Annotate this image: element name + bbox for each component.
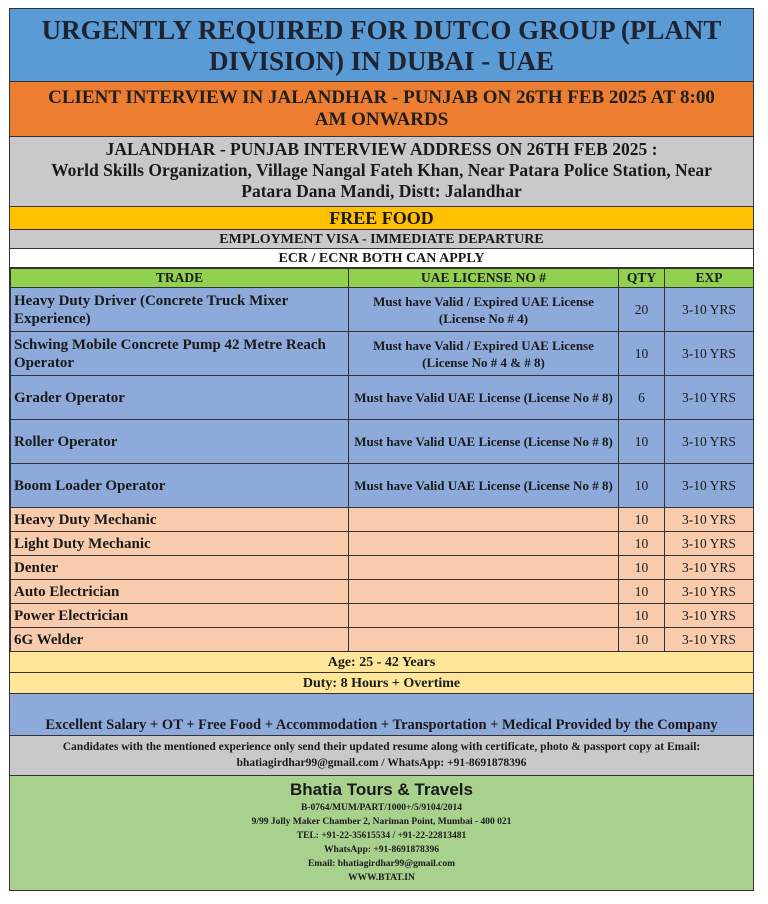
qty-cell: 10 bbox=[619, 508, 665, 532]
agency-block bbox=[10, 776, 753, 890]
table-header-row bbox=[11, 269, 754, 288]
exp-cell: 3-10 YRS bbox=[665, 532, 754, 556]
exp-cell: 3-10 YRS bbox=[665, 508, 754, 532]
trade-cell: Boom Loader Operator bbox=[11, 464, 349, 508]
license-cell bbox=[349, 580, 619, 604]
license-cell: Must have Valid / Expired UAE License (License No # 4) bbox=[349, 288, 619, 332]
trade-cell: Heavy Duty Mechanic bbox=[11, 508, 349, 532]
address-line-3: Patara Dana Mandi, Distt: Jalandhar bbox=[241, 181, 522, 201]
trade-cell: 6G Welder bbox=[11, 628, 349, 652]
license-cell: Must have Valid UAE License (License No # 8) bbox=[349, 464, 619, 508]
exp-cell: 3-10 YRS bbox=[665, 580, 754, 604]
agency-address: 9/99 Jolly Maker Chamber 2, Nariman Point, Mumbai - 400 021 bbox=[251, 817, 512, 827]
license-cell bbox=[349, 628, 619, 652]
duty-hours: Duty: 8 Hours + Overtime bbox=[10, 673, 753, 694]
title-line-2: DIVISION) IN DUBAI - UAE bbox=[208, 46, 555, 76]
visa-banner: EMPLOYMENT VISA - IMMEDIATE DEPARTURE bbox=[10, 230, 753, 249]
candidate-line-2: bhatiagirdhar99@gmail.com / WhatsApp: +91-8691878396 bbox=[236, 757, 527, 769]
table-row bbox=[11, 420, 754, 464]
trade-cell: Grader Operator bbox=[11, 376, 349, 420]
agency-website: WWW.BTAT.IN bbox=[348, 873, 415, 883]
qty-cell: 10 bbox=[619, 464, 665, 508]
qty-cell: 10 bbox=[619, 532, 665, 556]
table-row bbox=[11, 288, 754, 332]
trade-cell: Heavy Duty Driver (Concrete Truck Mixer Experience) bbox=[11, 288, 349, 332]
trades-table bbox=[10, 268, 754, 652]
header-qty: QTY bbox=[619, 269, 665, 288]
license-cell bbox=[349, 508, 619, 532]
header-trade: TRADE bbox=[11, 269, 349, 288]
trade-cell: Auto Electrician bbox=[11, 580, 349, 604]
client-line-2: AM ONWARDS bbox=[314, 109, 449, 130]
exp-cell: 3-10 YRS bbox=[665, 604, 754, 628]
table-row bbox=[11, 604, 754, 628]
candidate-line-1: Candidates with the mentioned experience only send their updated resume along with certificate, photo & passport copy at Email: bbox=[62, 741, 701, 753]
license-cell bbox=[349, 604, 619, 628]
qty-cell: 10 bbox=[619, 556, 665, 580]
trade-cell: Schwing Mobile Concrete Pump 42 Metre Reach Operator bbox=[11, 332, 349, 376]
header-license: UAE LICENSE NO # bbox=[349, 269, 619, 288]
table-row bbox=[11, 332, 754, 376]
address-line-2: World Skills Organization, Village Nangal Fateh Khan, Near Patara Police Station, Near bbox=[51, 160, 712, 180]
qty-cell: 10 bbox=[619, 420, 665, 464]
title-line-1: URGENTLY REQUIRED FOR DUTCO GROUP (PLANT bbox=[41, 15, 722, 45]
address-line-1: JALANDHAR - PUNJAB INTERVIEW ADDRESS ON 26TH FEB 2025 : bbox=[105, 139, 658, 159]
qty-cell: 6 bbox=[619, 376, 665, 420]
agency-license: B-0764/MUM/PART/1000+/5/9104/2014 bbox=[300, 803, 463, 813]
trade-cell: Roller Operator bbox=[11, 420, 349, 464]
header-exp: EXP bbox=[665, 269, 754, 288]
exp-cell: 3-10 YRS bbox=[665, 288, 754, 332]
trade-cell: Denter bbox=[11, 556, 349, 580]
qty-cell: 10 bbox=[619, 604, 665, 628]
agency-email: Email: bhatiagirdhar99@gmail.com bbox=[307, 859, 456, 869]
table-row bbox=[11, 628, 754, 652]
exp-cell: 3-10 YRS bbox=[665, 556, 754, 580]
candidate-instructions bbox=[10, 736, 753, 776]
exp-cell: 3-10 YRS bbox=[665, 628, 754, 652]
qty-cell: 10 bbox=[619, 580, 665, 604]
table-row bbox=[11, 580, 754, 604]
agency-name: Bhatia Tours & Travels bbox=[290, 780, 473, 799]
exp-cell: 3-10 YRS bbox=[665, 376, 754, 420]
license-cell bbox=[349, 532, 619, 556]
free-food-banner: FREE FOOD bbox=[10, 207, 753, 230]
table-row bbox=[11, 376, 754, 420]
license-cell bbox=[349, 556, 619, 580]
license-cell: Must have Valid UAE License (License No # 8) bbox=[349, 420, 619, 464]
poster-title bbox=[10, 9, 753, 82]
exp-cell: 3-10 YRS bbox=[665, 420, 754, 464]
exp-cell: 3-10 YRS bbox=[665, 332, 754, 376]
client-interview-banner bbox=[10, 82, 753, 137]
table-row bbox=[11, 556, 754, 580]
qty-cell: 10 bbox=[619, 628, 665, 652]
interview-address bbox=[10, 137, 753, 207]
agency-tel: TEL: +91-22-35615534 / +91-22-22813481 bbox=[296, 831, 467, 841]
exp-cell: 3-10 YRS bbox=[665, 464, 754, 508]
ecr-banner: ECR / ECNR BOTH CAN APPLY bbox=[10, 249, 753, 268]
job-poster bbox=[9, 8, 754, 891]
qty-cell: 10 bbox=[619, 332, 665, 376]
trade-cell: Power Electrician bbox=[11, 604, 349, 628]
table-row bbox=[11, 508, 754, 532]
agency-whatsapp: WhatsApp: +91-8691878396 bbox=[324, 845, 439, 855]
client-line-1: CLIENT INTERVIEW IN JALANDHAR - PUNJAB ON 26TH FEB 2025 AT 8:00 bbox=[48, 87, 715, 108]
license-cell: Must have Valid UAE License (License No # 8) bbox=[349, 376, 619, 420]
qty-cell: 20 bbox=[619, 288, 665, 332]
table-row bbox=[11, 532, 754, 556]
license-cell: Must have Valid / Expired UAE License (License No # 4 & # 8) bbox=[349, 332, 619, 376]
trade-cell: Light Duty Mechanic bbox=[11, 532, 349, 556]
benefits-line: Excellent Salary + OT + Free Food + Accommodation + Transportation + Medical Provided by the Company bbox=[10, 694, 753, 736]
age-requirement: Age: 25 - 42 Years bbox=[10, 652, 753, 673]
table-row bbox=[11, 464, 754, 508]
